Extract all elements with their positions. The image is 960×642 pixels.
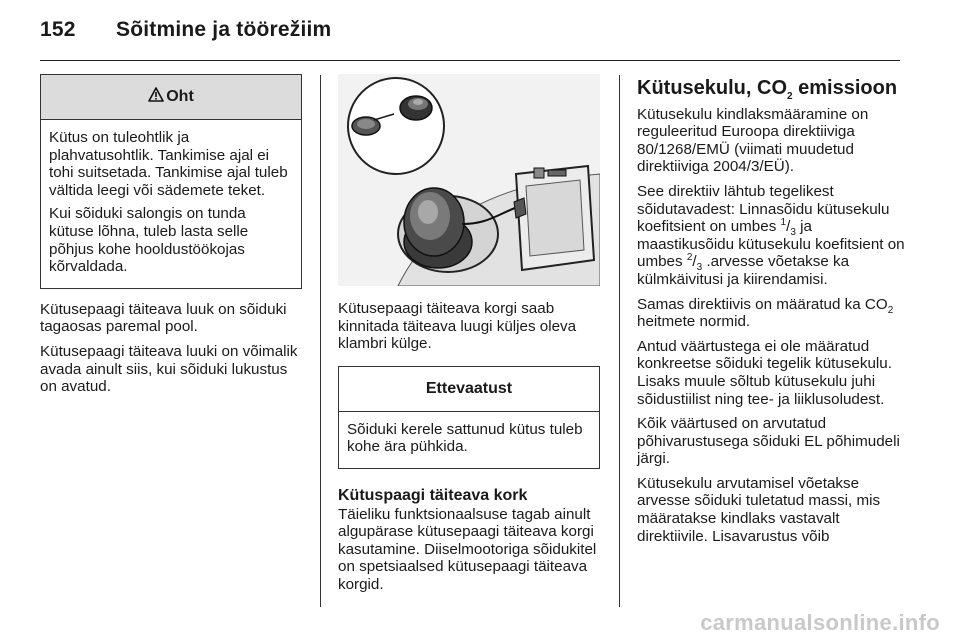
section-title: Kütusekulu, $CO_2$ emissioon (637, 77, 898, 102)
body-paragraph: Kütusekulu arvutamisel võetakse arvesse sõiduki tuletatud massi, mis määratakse kindlaks vastavalt direktiivile. Lisavarustus võib (637, 474, 881, 545)
body-paragraph: Kütusekulu kindlaksmääramine on reguleeritud Euroopa direktiiviga 80/1268/EMÜ (viimati muudetud direktiiviga 2004/3/EÜ). (637, 105, 869, 176)
warning-box-header (41, 75, 301, 120)
warning-paragraph: Kütus on tuleohtlik ja plahvatusohtlik. Tankimise ajal ei tohi suitsetada. Tankimise ajal tuleb vältida leegi või sädemete teket. (49, 129, 288, 199)
body-paragraph: Antud väärtustega ei ole määratud konkreetse sõiduki tegelik kütusekulu. Lisaks muule sõltub kütusekulu juhi sõidustiilist ning tee- ja liiklusoludest. (637, 337, 892, 408)
body-paragraph: Kõik väärtused on arvutatud põhivarustusega sõiduki EL põhimudeli järgi. (637, 415, 900, 468)
page-header (40, 18, 331, 42)
fuel-cap-illustration (338, 74, 600, 286)
header-rule (40, 60, 900, 61)
body-paragraph: See direktiiv lähtub tegelikest sõidutavadest: Linnasõidu kütusekulu koefitsient on umbes $^1/_3$ ja maastikusõidu kütusekulu koefitsient on umbes $^2/_3$ .arvesse võetakse ka külmkäivitusi ja kiirendamisi. (637, 182, 905, 288)
warning-title: Oht (166, 88, 194, 106)
warning-box (40, 74, 302, 289)
notice-title: Ettevaatust (425, 379, 513, 397)
notice-text: Sõiduki kerele sattunud kütus tuleb kohe ära pühkida. (347, 420, 583, 456)
body-paragraph: Kütusepaagi täiteava luuki on võimalik avada ainult siis, kui sõiduki lukustus on avatud. (40, 342, 298, 396)
column-divider-right (619, 75, 620, 607)
column-divider-left (320, 75, 321, 607)
section-heading: Kütuspaagi täiteava kork (338, 486, 528, 504)
warning-triangle-icon (148, 87, 164, 107)
notice-body (339, 412, 599, 468)
notice-box-header (339, 367, 599, 412)
left-column (40, 74, 302, 403)
middle-column (338, 74, 600, 601)
chapter-title: Sõitmine ja töörežiim (116, 18, 332, 41)
warning-paragraph: Kui sõiduki salongis on tunda kütuse lõhna, tuleb lasta selle põhjus kohe hooldustöökojas kõrvaldada. (49, 205, 249, 276)
body-paragraph: Kütusepaagi täiteava luuk on sõiduki tagaosas paremal pool. (40, 300, 287, 336)
site-watermark: carmanualsonline.info (700, 610, 940, 635)
right-column (637, 74, 909, 552)
figure-caption: Kütusepaagi täiteava korgi saab kinnitada täiteava luugi küljes oleva klambri külge. (338, 300, 577, 353)
warning-body (41, 120, 301, 288)
page-number: 152 (40, 18, 76, 41)
body-paragraph: Täieliku funktsionaalsuse tagab ainult algupärase kütusepaagi täiteava korgi kasutamine. Diiselmootoriga sõidukitel on spetsiaalsed kütusepaagi täiteava korgid. (338, 505, 597, 593)
body-paragraph: Samas direktiivis on määratud ka $CO_2$ heitmete normid. (637, 295, 894, 331)
notice-box (338, 366, 600, 469)
